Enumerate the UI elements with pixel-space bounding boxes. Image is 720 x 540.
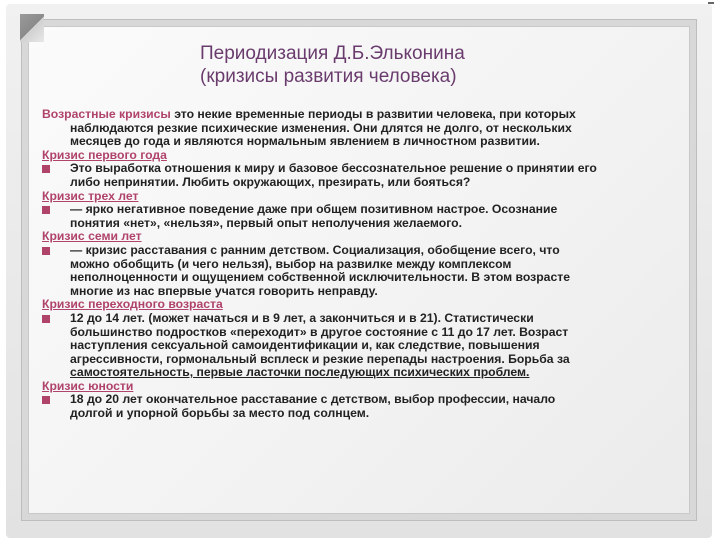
slide-content <box>42 108 672 421</box>
title-line-2: (кризисы развития человека) <box>200 66 457 87</box>
section-heading-seven-years: Кризис семи лет <box>42 229 142 244</box>
text-line: самостоятельность, первые ласточки последующих психических проблем. <box>70 365 530 380</box>
text-line: — кризис расставания с ранним детством. Социализация, обобщение всего, что <box>70 242 560 257</box>
section-heading-three-years: Кризис трех лет <box>42 188 139 203</box>
text-line: многие из нас впервые учатся говорить неправду. <box>70 283 378 298</box>
text-line: понятия «нет», «нельзя», первый опыт неполучения желаемого. <box>70 215 462 230</box>
text-line: 12 до 14 лет. (может начаться и в 9 лет, а закончиться и в 21). Статистически <box>70 310 534 325</box>
section-heading-first-year: Кризис первого года <box>42 147 167 162</box>
text-line: либо непринятии. Любить окружающих, презирать, или бояться? <box>70 174 471 189</box>
text-line: неполноценности и ощущением собственной исключительности. В этом возрасте <box>70 270 570 285</box>
intro-text-2: наблюдаются резкие психические изменения. Они длятся не долго, от нескольких <box>70 120 572 135</box>
text-line: можно обобщить (и чего нельзя), выбор на развилке между комплексом <box>70 256 512 271</box>
section-text-transition-age <box>42 312 672 380</box>
square-bullet-icon <box>42 315 50 323</box>
page-corner-decoration <box>20 14 44 42</box>
intro-text-3: месяцев до года и являются нормальным явлением в личностном развитии. <box>70 134 540 149</box>
text-line: — ярко негативное поведение даже при общем позитивном настрое. Осознание <box>70 202 558 217</box>
intro-term: Возрастные кризисы <box>42 107 171 121</box>
section-text-seven-years <box>42 244 672 298</box>
intro-paragraph <box>42 108 672 149</box>
square-bullet-icon <box>42 396 50 404</box>
text-line: долгой и упорной борьбы за место под солнцем. <box>70 406 370 421</box>
edge-mark <box>708 2 714 4</box>
text-line: большинство подростков «переходит» в другое состояние с 11 до 17 лет. Возраст <box>70 324 569 339</box>
text-line: наступления сексуальной самоидентификации и, как следствие, повышения <box>70 338 540 353</box>
section-text-youth <box>42 393 672 420</box>
section-heading-transition-age: Кризис переходного возраста <box>42 297 223 312</box>
intro-text-1: это некие временные периоды в развитии человека, при которых <box>170 107 576 121</box>
text-line: 18 до 20 лет окончательное расставание с детством, выбор профессии, начало <box>70 392 556 407</box>
section-text-three-years <box>42 203 672 230</box>
slide-title <box>176 42 556 88</box>
text-line: агрессивности, гормональный всплеск и резкие перепады настроения. Борьба за <box>70 351 570 366</box>
square-bullet-icon <box>42 247 50 255</box>
square-bullet-icon <box>42 206 50 214</box>
title-line-1: Периодизация Д.Б.Эльконина <box>200 43 465 64</box>
text-line: Это выработка отношения к миру и базовое бессознательное решение о принятии его <box>70 161 597 176</box>
square-bullet-icon <box>42 165 50 173</box>
section-text-first-year <box>42 162 672 189</box>
section-heading-youth: Кризис юности <box>42 378 134 393</box>
